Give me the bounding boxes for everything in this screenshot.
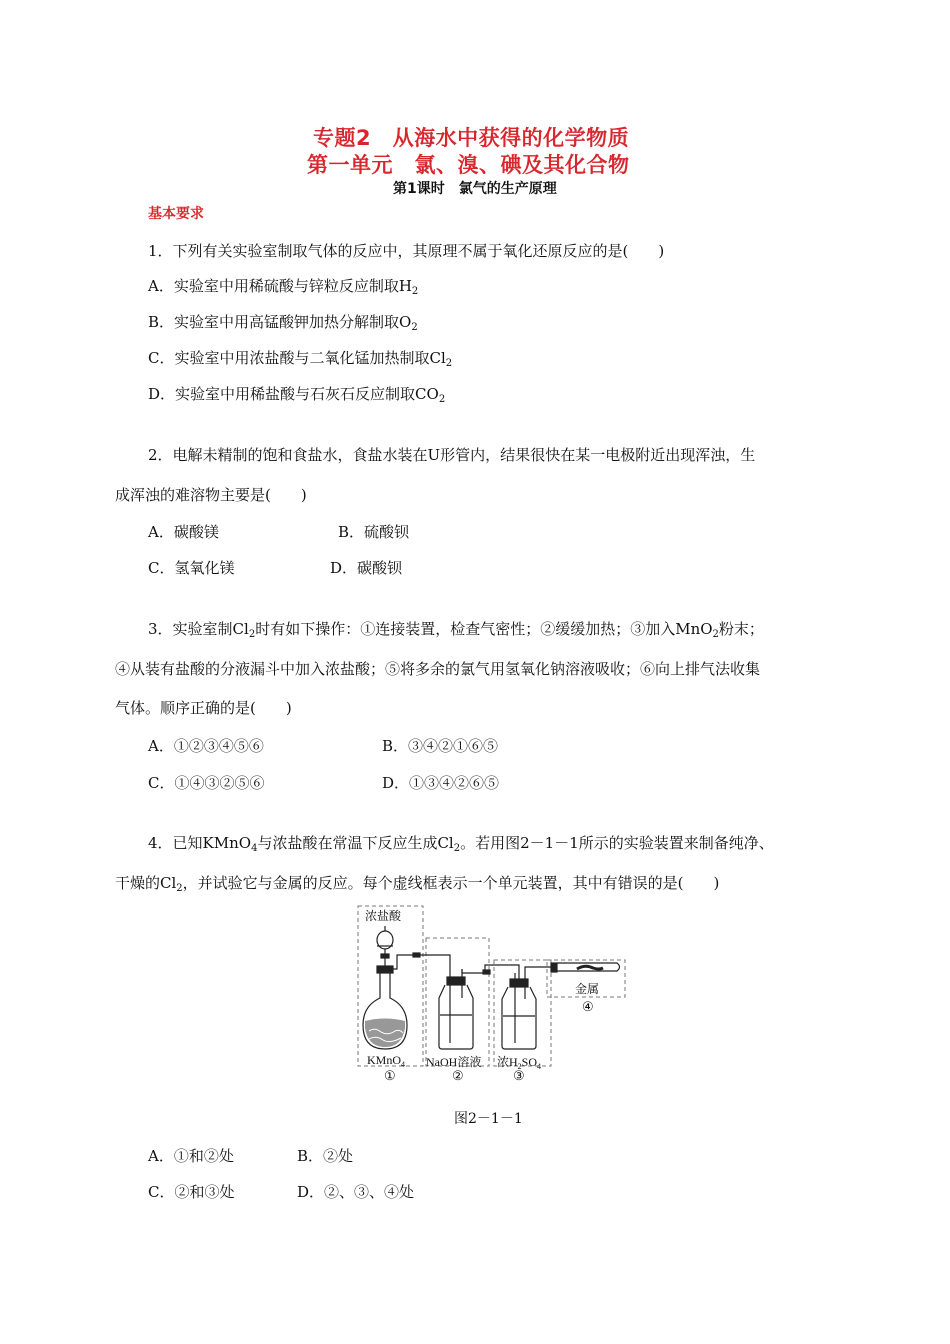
title-line1: 专题2 从海水中获得的化学物质 <box>313 126 630 150</box>
naoh-bottle-icon <box>439 963 473 1049</box>
q2-stem-line1: 2．电解未精制的饱和食盐水，食盐水装在U形管内，结果很快在某一电极附近出现浑浊，生 <box>148 446 756 464</box>
q3-option-b: B．③④②①⑥⑤ <box>382 737 499 755</box>
unit-number-3: ③ <box>513 1069 525 1084</box>
q3-option-a: A．①②③④⑤⑥ <box>148 737 264 755</box>
q2-option-d: D．碳酸钡 <box>330 559 403 577</box>
q4-option-a: A．①和②处 <box>148 1147 234 1165</box>
q2-option-c: C．氢氧化镁 <box>148 559 235 577</box>
round-flask-icon <box>363 966 407 1049</box>
test-tube-icon <box>557 963 620 971</box>
q3-stem-line1: 3．实验室制$Cl_2$时有如下操作：①连接装置，检查气密性；②缓缓加热；③加入MnO$_2$粉末； <box>148 620 764 640</box>
h2so4-bottle-icon <box>502 969 536 1049</box>
label-naoh: NaOH溶液 <box>426 1055 482 1069</box>
label-kmno4: KMnO$_4$ <box>367 1053 406 1069</box>
title-line2: 第一单元 氯、溴、碘及其化合物 <box>307 153 630 177</box>
figure-caption: 图2－1－1 <box>454 1111 523 1127</box>
q1-option-b: B．实验室中用高锰酸钾加热分解制取$O_2$ <box>148 313 418 333</box>
label-metal: 金属 <box>575 982 600 996</box>
q4-option-b: B．②处 <box>297 1147 354 1165</box>
q3-option-c: C．①④③②⑤⑥ <box>148 774 265 792</box>
unit-number-1: ① <box>384 1069 396 1084</box>
q1-option-c: C．实验室中用浓盐酸与二氧化锰加热制取$Cl_2$ <box>148 349 453 369</box>
unit-box-2 <box>426 938 489 1066</box>
label-h2so4: 浓$H_2SO_4$ <box>497 1055 542 1071</box>
q4-stem-line1: 4．已知KMnO$_4$与浓盐酸在常温下反应生成$Cl_2$。若用图2－1－1所示的实验装置来制备纯净、 <box>148 834 774 854</box>
q2-stem-line2: 成浑浊的难溶物主要是( ) <box>115 486 307 504</box>
q3-stem-line2: ④从装有盐酸的分液漏斗中加入浓盐酸；⑤将多余的氯气用氢氧化钠溶液吸收；⑥向上排气法收集 <box>115 660 761 678</box>
label-conc-hcl: 浓盐酸 <box>365 909 402 923</box>
section-heading: 基本要求 <box>148 206 204 222</box>
tube-3-4 <box>525 963 557 972</box>
q4-option-d: D．②、③、④处 <box>297 1183 415 1201</box>
q1-option-d: D．实验室中用稀盐酸与石灰石反应制取$CO_2$ <box>148 385 446 405</box>
q3-option-d: D．①③④②⑥⑤ <box>382 774 500 792</box>
lesson-title: 第1课时 氯气的生产原理 <box>393 181 557 197</box>
tube-1-2 <box>393 953 450 969</box>
q2-option-a: A．碳酸镁 <box>148 523 219 541</box>
unit-number-4: ④ <box>582 1000 594 1015</box>
q2-option-b: B．硫酸钡 <box>338 523 410 541</box>
unit-number-2: ② <box>452 1069 464 1084</box>
q4-stem-line2: 干燥的$Cl_2$，并试验它与金属的反应。每个虚线框表示一个单元装置，其中有错误的是( ) <box>115 874 720 894</box>
q1-option-a: A．实验室中用稀硫酸与锌粒反应制取$H_2$ <box>148 277 419 297</box>
q3-stem-line3: 气体。顺序正确的是( ) <box>115 699 292 717</box>
q1-stem: 1．下列有关实验室制取气体的反应中，其原理不属于氧化还原反应的是( ) <box>148 242 665 260</box>
q4-option-c: C．②和③处 <box>148 1183 235 1201</box>
